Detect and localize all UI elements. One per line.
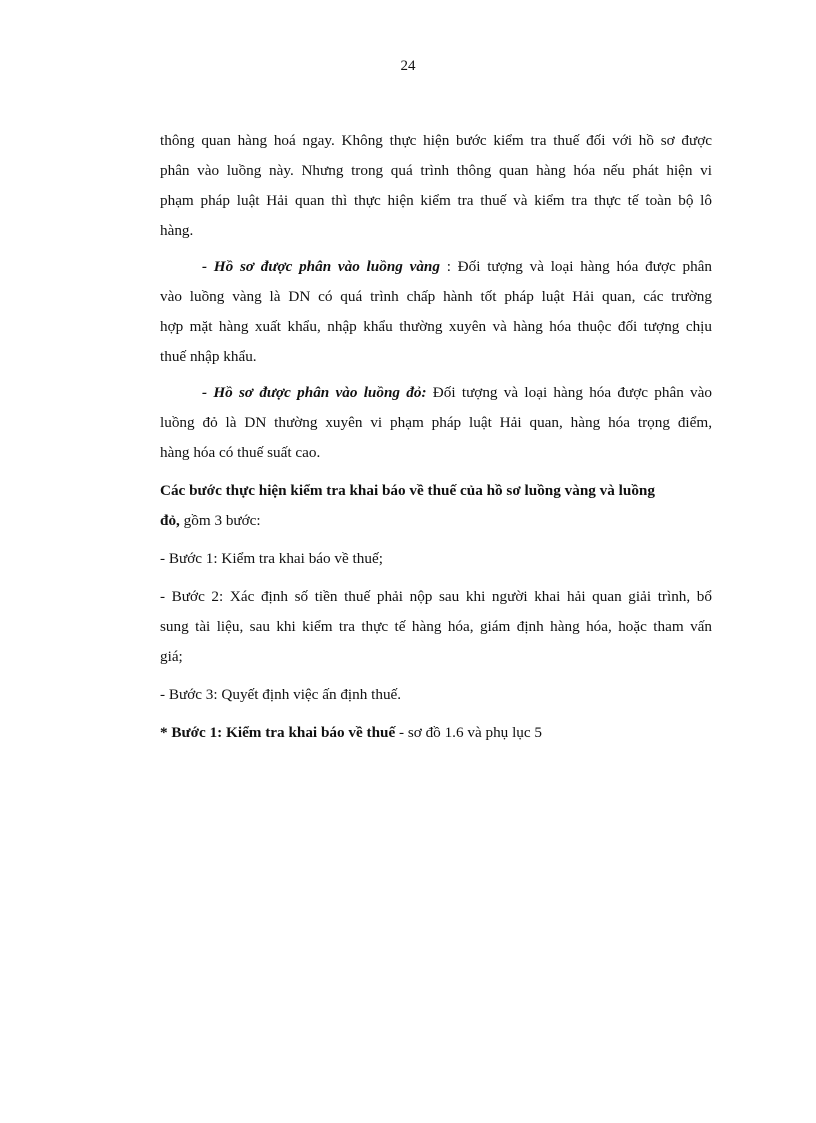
text-line: phạm pháp luật Hải quan thì thực hiện kiểm tra thuế và kiểm tra thực tế toàn bộ lô [160,192,712,209]
text-line: vào luồng vàng là DN có quá trình chấp hành tốt pháp luật Hải quan, các trường [160,288,712,305]
text-line: phân vào luồng này. Nhưng trong quá trình thông quan hàng hóa nếu phát hiện vi [160,162,712,179]
text-line: hợp mặt hàng xuất khẩu, nhập khẩu thường xuyên và hàng hóa thuộc đối tượng chịu [160,318,712,335]
yellow-lane-lead: - Hồ sơ được phân vào luồng vàng [202,258,440,275]
document-body [160,126,712,748]
step-1 [160,544,712,574]
red-lane-lead-rest: Đối tượng và loại hàng hóa được phân vào [426,384,712,401]
paragraph-yellow-lane [160,252,712,372]
text-line: hàng. [160,222,194,239]
text-line: - Bước 3: Quyết định việc ấn định thuế. [160,686,402,703]
text-line: giá; [160,648,183,665]
steps-heading [160,476,712,536]
text-line: sung tài liệu, sau khi kiểm tra thực tế hàng hóa, giám định hàng hóa, hoặc tham vấn [160,618,712,635]
page-number: 24 [400,58,416,74]
text-line: thông quan hàng hoá ngay. Không thực hiện bước kiểm tra thuế đối với hồ sơ được [160,132,712,149]
text-line: - Bước 2: Xác định số tiền thuế phải nộp sau khi người khai hải quan giải trình, bổ [160,588,712,605]
yellow-lane-lead-rest: : Đối tượng và loại hàng hóa được phân [439,258,712,275]
text-line: luồng đỏ là DN thường xuyên vi phạm pháp luật Hải quan, hàng hóa trọng điểm, [160,414,712,431]
text-line: thuế nhập khẩu. [160,348,257,365]
step-1-detail-heading [160,718,712,748]
step-2 [160,582,712,672]
text-line: * Bước 1: Kiểm tra khai báo về thuế - sơ đồ 1.6 và phụ lục 5 [160,724,543,741]
step-3 [160,680,712,710]
paragraph-red-lane [160,378,712,468]
heading-line: đỏ, gồm 3 bước: [160,512,261,529]
text-line: hàng hóa có thuế suất cao. [160,444,321,461]
text-line [160,378,712,408]
text-line: - Bước 1: Kiểm tra khai báo về thuế; [160,550,383,567]
heading-line: Các bước thực hiện kiểm tra khai báo về thuế của hồ sơ luồng vàng và luồng [160,482,655,499]
text-line [160,252,712,282]
paragraph-green-lane [160,126,712,246]
red-lane-lead: - Hồ sơ được phân vào luồng đỏ: [202,384,427,401]
